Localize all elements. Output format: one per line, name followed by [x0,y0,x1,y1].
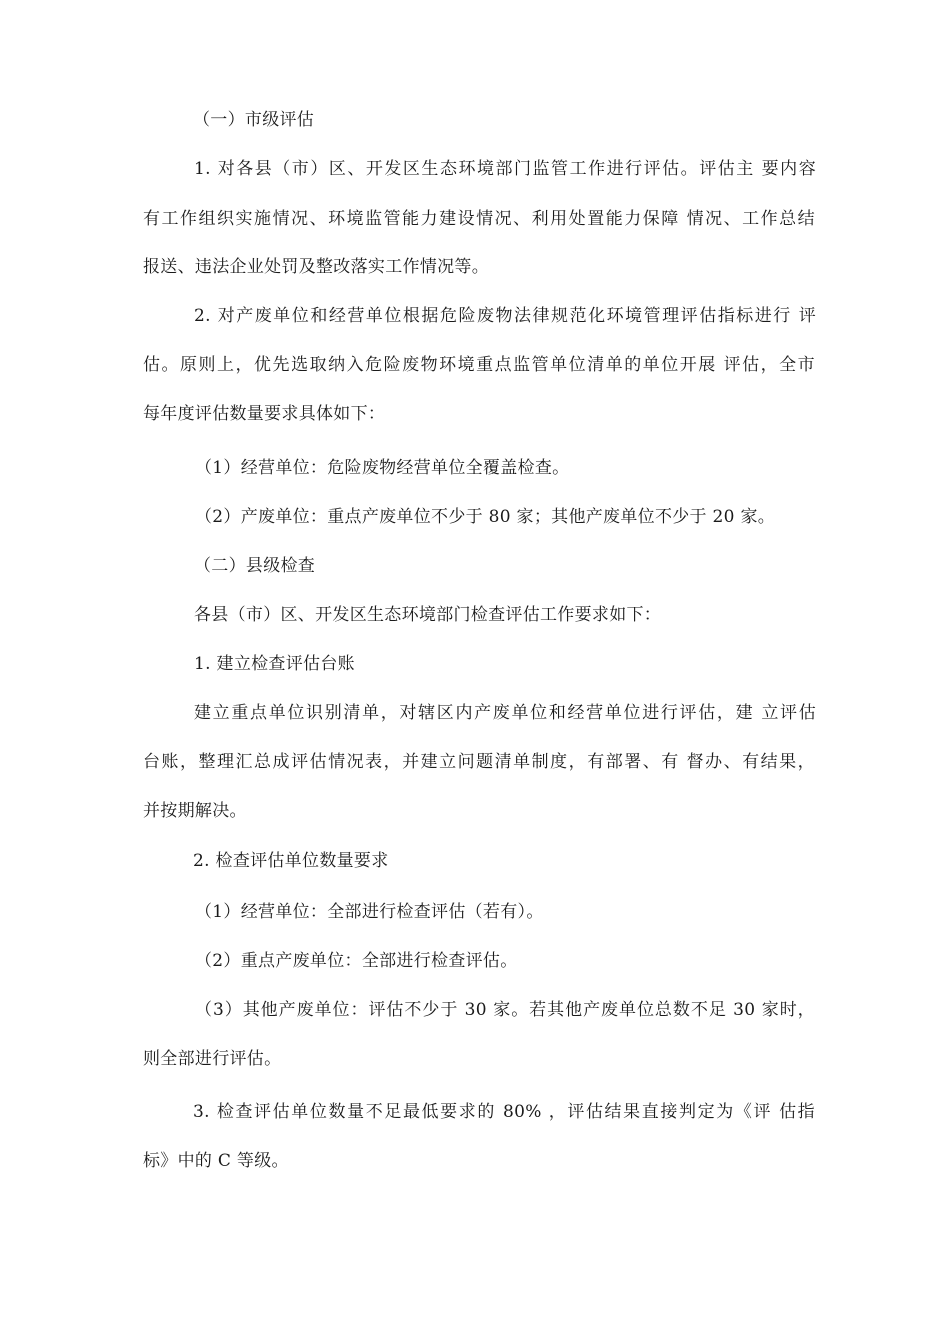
paragraph-line: 报送、违法企业处罚及整改落实工作情况等。 [143,257,489,277]
paragraph-line: 每年度评估数量要求具体如下： [143,404,386,424]
paragraph-line: 有工作组织实施情况、环境监管能力建设情况、利用处置能力保障 情况、工作总结 [143,209,815,229]
list-item: （1）经营单位：全部进行检查评估（若有）。 [195,902,544,922]
list-item: （3）其他产废单位：评估不少于 30 家。若其他产废单位总数不足 30 家时， [195,1000,815,1020]
paragraph-line: 估。原则上，优先选取纳入危险废物环境重点监管单位清单的单位开展 评估，全市 [143,355,815,375]
paragraph-line: 并按期解决。 [143,801,247,821]
list-item: （2）重点产废单位：全部进行检查评估。 [195,951,518,971]
paragraph-line: 则全部进行评估。 [143,1049,282,1069]
subheading: 2. 检查评估单位数量要求 [193,851,389,871]
paragraph-line: 建立重点单位识别清单，对辖区内产废单位和经营单位进行评估，建 立评估 [194,703,816,723]
list-item: （2）产废单位：重点产废单位不少于 80 家；其他产废单位不少于 20 家。 [195,507,776,527]
paragraph-line: 3. 检查评估单位数量不足最低要求的 80% ，评估结果直接判定为《评 估指 [193,1102,815,1122]
paragraph-line: 1. 对各县（市）区、开发区生态环境部门监管工作进行评估。评估主 要内容 [194,159,816,179]
section-heading-county: （二）县级检查 [194,556,316,576]
subheading: 1. 建立检查评估台账 [194,654,355,674]
section-heading-city: （一）市级评估 [193,110,315,130]
paragraph-line: 各县（市）区、开发区生态环境部门检查评估工作要求如下： [194,605,662,625]
paragraph-line: 标》中的 C 等级。 [143,1151,289,1171]
list-item: （1）经营单位：危险废物经营单位全覆盖检查。 [195,458,570,478]
paragraph-line: 台账，整理汇总成评估情况表，并建立问题清单制度，有部署、有 督办、有结果， [143,752,815,772]
paragraph-line: 2. 对产废单位和经营单位根据危险废物法律规范化环境管理评估指标进行 评 [194,306,816,326]
